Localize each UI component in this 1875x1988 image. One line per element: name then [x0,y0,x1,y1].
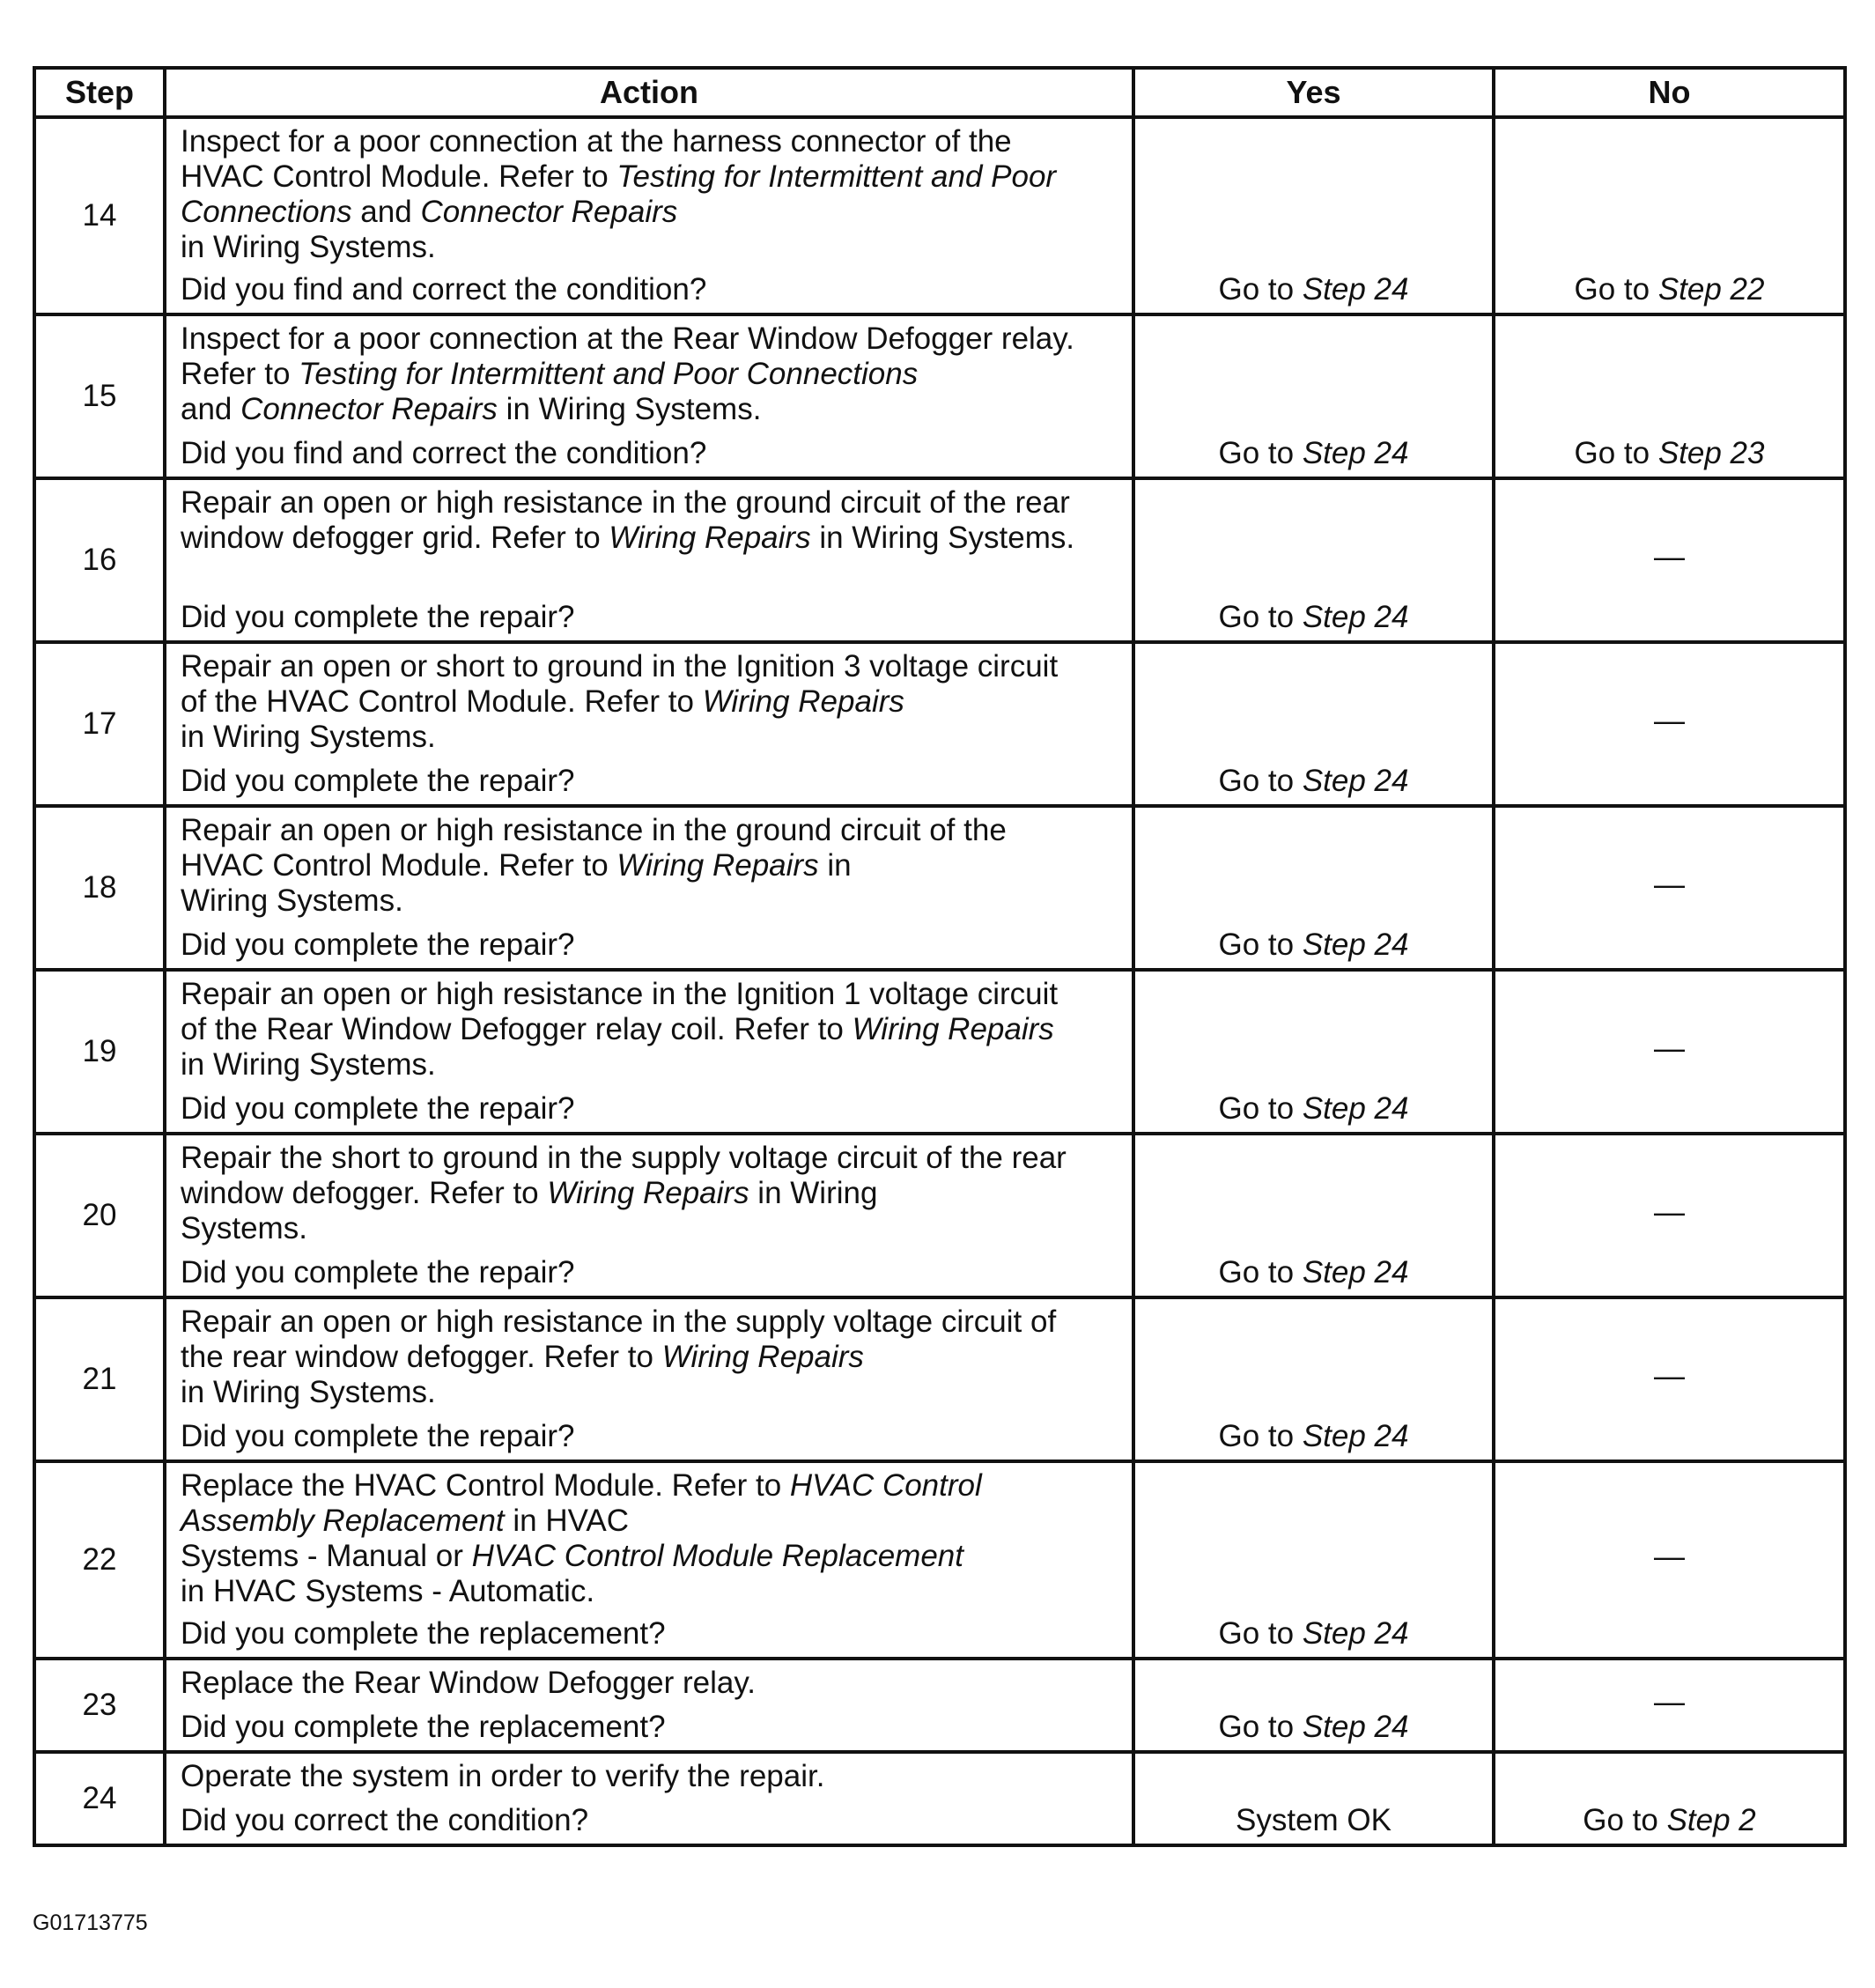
no-result [1494,1134,1845,1297]
action-question: Did you correct the condition? [181,1803,589,1837]
step-number: 21 [34,1297,165,1461]
action-cell [165,1461,1133,1659]
table-row [34,1134,1845,1297]
step-number: 17 [34,642,165,806]
action-question: Did you complete the repair? [181,927,575,962]
no-result [1494,642,1845,806]
text-run: Repair an open or high resistance in the ground circuit of the HVAC Control Module. Refer to [181,813,1007,883]
text-run: Go to [1218,600,1303,634]
action-question: Did you complete the repair? [181,1255,575,1290]
reference-link-text: Step 24 [1302,764,1409,798]
text-run: in Wiring Systems. [181,1047,436,1082]
text-run: and [351,195,421,229]
reference-link-text: Step 24 [1302,1710,1409,1744]
reference-link-text: Step 2 [1666,1803,1756,1837]
text-run: — [1654,1031,1685,1066]
no-result [1494,314,1845,478]
text-run: Go to [1218,927,1303,962]
reference-link-text: Testing for Intermittent and Poor Connections [181,159,1057,229]
step-number: 23 [34,1659,165,1752]
reference-link-text: HVAC Control Assembly Replacement [181,1468,982,1538]
step-number: 22 [34,1461,165,1659]
action-instruction [181,1304,1125,1410]
text-run: — [1654,1195,1685,1230]
table-row [34,806,1845,970]
reference-link-text: Wiring Repairs [852,1012,1054,1046]
table-row [34,478,1845,642]
table-row [34,117,1845,314]
step-number: 24 [34,1752,165,1845]
text-run: Go to [1218,272,1303,307]
action-cell [165,314,1133,478]
text-run: in HVAC Systems - Automatic. [181,1574,595,1608]
yes-result [1133,314,1494,478]
header-yes: Yes [1133,68,1494,117]
action-instruction [181,1666,1125,1701]
text-run: Go to [1218,1419,1303,1453]
yes-result [1133,970,1494,1134]
action-question: Did you complete the repair? [181,600,575,634]
text-run: Go to [1218,1255,1303,1290]
no-result [1494,806,1845,970]
text-run: and [181,392,233,426]
text-run: in Wiring Systems. [497,392,762,426]
action-instruction [181,124,1125,265]
no-result [1494,1461,1845,1659]
text-run: Operate the system in order to verify the repair. [181,1759,825,1793]
yes-result [1133,1134,1494,1297]
action-question: Did you find and correct the condition? [181,436,707,470]
text-run: Inspect for a poor connection at the harness connector of the HVAC Control Module. Refer to [181,124,1012,194]
yes-result [1133,1659,1494,1752]
reference-link-text: Step 24 [1302,927,1409,962]
text-run: Replace the HVAC Control Module. Refer to [181,1468,790,1503]
action-instruction [181,977,1125,1083]
action-cell [165,642,1133,806]
action-cell [165,806,1133,970]
step-number: 19 [34,970,165,1134]
action-question: Did you complete the replacement? [181,1710,666,1744]
yes-result [1133,1297,1494,1461]
reference-link-text: Wiring Repairs [609,521,811,555]
table-row [34,970,1845,1134]
text-run: Inspect for a poor connection at the Rear Window Defogger relay. Refer to [181,321,1074,391]
text-run: in Wiring Systems. [181,720,436,754]
action-cell [165,478,1133,642]
action-question: Did you complete the repair? [181,1419,575,1453]
text-run: Go to [1218,1616,1303,1651]
yes-result [1133,1752,1494,1845]
table-row [34,1297,1845,1461]
yes-result [1133,642,1494,806]
table-row [34,314,1845,478]
header-row [34,68,1845,117]
action-question: Did you complete the replacement? [181,1616,666,1651]
action-instruction [181,649,1125,755]
reference-link-text: HVAC Control Module Replacement [471,1539,963,1573]
no-result [1494,970,1845,1134]
action-cell [165,1659,1133,1752]
action-instruction [181,485,1125,556]
yes-result [1133,1461,1494,1659]
action-cell [165,1752,1133,1845]
reference-link-text: Step 24 [1302,1616,1409,1651]
text-run: Repair an open or high resistance in the ground circuit of the rear window defogger grid. Refer to [181,485,1070,555]
reference-link-text: Step 24 [1302,436,1409,470]
table-body [34,117,1845,1845]
text-run: — [1654,704,1685,738]
reference-link-text: Connector Repairs [420,195,678,229]
reference-link-text: Wiring Repairs [661,1340,864,1374]
text-run: in Wiring Systems. [810,521,1075,555]
reference-link-text: Step 22 [1657,272,1765,307]
text-run: — [1654,1359,1685,1393]
reference-link-text: Testing for Intermittent and Poor Connections [299,357,919,391]
action-instruction [181,813,1125,919]
text-run: — [1654,1685,1685,1719]
header-no: No [1494,68,1845,117]
table-row [34,1752,1845,1845]
yes-result [1133,806,1494,970]
text-run: Go to [1574,436,1658,470]
text-run: in HVAC Systems - Manual or [181,1504,629,1573]
diagnostic-table [33,66,1847,1847]
text-run: Repair an open or high resistance in the supply voltage circuit of the rear window defogger. Refer to [181,1304,1057,1374]
reference-link-text: Step 24 [1302,1419,1409,1453]
action-question: Did you complete the repair? [181,764,575,798]
action-cell [165,970,1133,1134]
text-run: — [1654,1540,1685,1574]
text-run: Go to [1583,1803,1667,1837]
reference-link-text: Step 23 [1657,436,1765,470]
no-result [1494,1297,1845,1461]
reference-link-text: Step 24 [1302,600,1409,634]
action-question: Did you find and correct the condition? [181,272,707,307]
reference-link-text: Step 24 [1302,272,1409,307]
text-run: Go to [1218,764,1303,798]
reference-link-text: Step 24 [1302,1255,1409,1290]
step-number: 20 [34,1134,165,1297]
text-run: Replace the Rear Window Defogger relay. [181,1666,757,1700]
text-run: Repair an open or short to ground in the Ignition 3 voltage circuit of the HVAC Control Module. Refer to [181,649,1059,719]
action-instruction [181,1759,1125,1794]
text-run: Go to [1218,1710,1303,1744]
reference-link-text: Step 24 [1302,1091,1409,1126]
action-question: Did you complete the repair? [181,1091,575,1126]
text-run: Go to [1574,272,1658,307]
action-cell [165,1297,1133,1461]
no-result [1494,1659,1845,1752]
step-number: 16 [34,478,165,642]
action-instruction [181,1141,1125,1246]
header-step: Step [34,68,165,117]
action-instruction [181,321,1125,427]
text-run: — [1654,540,1685,574]
text-run: Repair the short to ground in the supply voltage circuit of the rear window defogger. Refer to [181,1141,1067,1210]
table-row [34,1659,1845,1752]
table-row [34,1461,1845,1659]
no-result [1494,117,1845,314]
reference-link-text: Wiring Repairs [702,684,904,719]
step-number: 14 [34,117,165,314]
action-instruction [181,1468,1125,1609]
no-result [1494,1752,1845,1845]
text-run: in Wiring Systems. [181,1176,878,1245]
header-action: Action [165,68,1133,117]
table-row [34,642,1845,806]
no-result [1494,478,1845,642]
step-number: 18 [34,806,165,970]
text-run: — [1654,868,1685,902]
reference-link-text: Connector Repairs [240,392,498,426]
yes-result [1133,117,1494,314]
step-number: 15 [34,314,165,478]
yes-result [1133,478,1494,642]
text-run: in Wiring Systems. [181,230,436,264]
text-run: Repair an open or high resistance in the Ignition 1 voltage circuit of the Rear Window Defogger relay coil. Refer to [181,977,1059,1046]
text-run: Go to [1218,436,1303,470]
text-run: System OK [1236,1803,1391,1837]
reference-link-text: Wiring Repairs [616,848,819,883]
action-cell [165,1134,1133,1297]
action-cell [165,117,1133,314]
text-run: Go to [1218,1091,1303,1126]
text-run: in Wiring Systems. [181,848,852,918]
figure-code: G01713775 [33,1910,148,1935]
text-run: in Wiring Systems. [181,1375,436,1409]
reference-link-text: Wiring Repairs [547,1176,749,1210]
